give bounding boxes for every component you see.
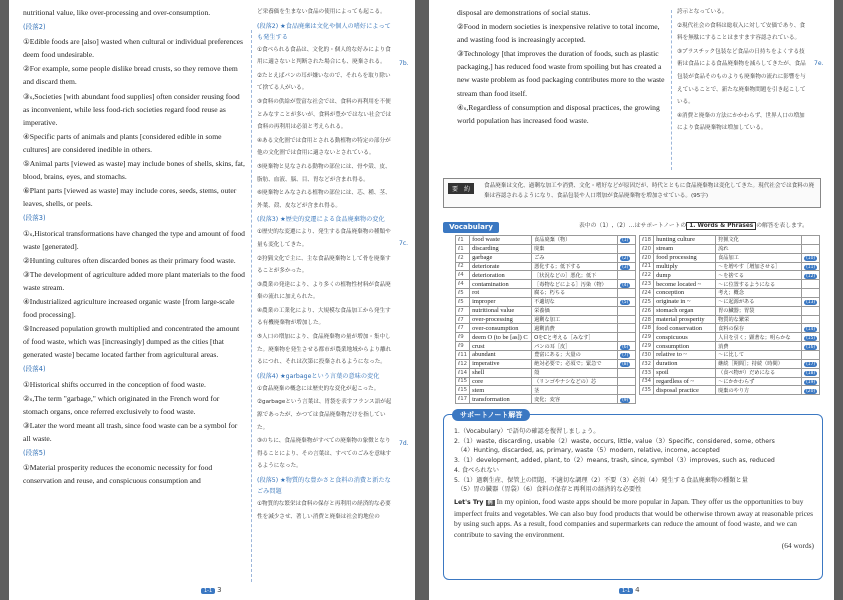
paragraph: ②Food in modern societies is inexpensive relative to total income, and wasting food is increasingly accepted. [457,22,660,45]
answer-ref-badge: (12) [806,273,816,279]
paragraph: ①ₛ,Historical transformations have changed the type and amount of food waste [generated]. [23,228,245,251]
vocabulary-mean: 腐る；朽ちる [532,289,618,298]
vocabulary-no: ℓ15 [456,386,470,395]
vocabulary-row [456,253,636,262]
vocabulary-no: ℓ21 [640,262,654,271]
vocabulary-word: imperative [470,359,532,368]
answer-ref-badge: (14) [806,326,816,332]
vocabulary-mean: ～にかかわらず [716,377,802,386]
vocabulary-row [640,262,820,271]
vocabulary-mean: 豊富にある；大量の [532,350,618,359]
paragraph: ⑤人口の増加により、食品廃棄物の量が増加・集中した。廃棄物を発生させる都市が農業地域からより離れるにつれ、それは次第に投棄されるようになった。 [257,334,392,366]
support-answer-line: 3.（1）development, added, plant, to（2）means, trash, since, symbol（3）improves, such as, reduced [454,457,775,465]
vocabulary-no: ℓ7 [456,306,470,315]
vocabulary-row [640,297,820,306]
vocabulary-word: abundant [470,350,532,359]
vocabulary-mean: 継続［期間］；持続（時間） [716,359,802,368]
vocabulary-row [456,386,636,395]
vocabulary-mean: 食料の保存 [716,324,802,333]
paragraph: ②garbageという言葉は、胃袋を表すフランス語が起源であったが、かつては食品廃棄物だけを指していた。 [257,399,392,431]
support-answer-line: 2.（1）waste, discarding, usable（2）waste, occurs, little, value（3）Specific, considered, some, others [454,437,775,445]
vocabulary-mean: 胃の臓器；胃袋 [716,306,802,315]
vocabulary-no: ℓ4 [456,280,470,289]
vocabulary-heading: Vocabulary [443,222,499,233]
vocabulary-no: ℓ20 [640,244,654,253]
answer-ref-badge: (15) [806,335,816,341]
vocabulary-no: ℓ14 [456,368,470,377]
page-badge: 1-1 [201,588,215,594]
support-answer-line: 5.（1）過剰生産、保管上の問題、不適切な調理（2）不要（3）必須（4）発生する食品廃棄物の種類と量 [454,476,748,484]
vocabulary-no: ℓ22 [640,271,654,280]
answer-ref-badge: (8) [622,362,629,368]
vocabulary-row [640,280,820,289]
vocabulary-word: become located ~ [654,280,716,289]
vocabulary-word: improper [470,297,532,306]
vocabulary-row [640,386,820,395]
vocabulary-mean: パンの耳［皮］ [532,342,618,351]
vocabulary-ref [802,315,820,324]
vocabulary-ref [618,236,636,245]
answer-ref-badge: (16) [806,344,816,350]
left-page [9,0,415,600]
vocabulary-ref [618,333,636,342]
vocabulary-ref [802,253,820,262]
vocabulary-word: stream [654,244,716,253]
vocabulary-mean: ごみ [532,253,618,262]
page-number: 1-1 4 [619,586,640,594]
answer-ref-badge: (1) [622,238,629,244]
paragraph: ④Industrialized agriculture increased organic waste [from large-scale food processing]. [23,296,235,320]
vocabulary-row [456,342,636,351]
vocabulary-word: dump [654,271,716,280]
vocabulary-no: ℓ28 [640,315,654,324]
vocabulary-row [456,271,636,280]
vocabulary-ref [618,244,636,253]
left-english-column [23,6,245,488]
vocabulary-no: ℓ29 [640,333,654,342]
vocabulary-no: ℓ35 [640,386,654,395]
vocabulary-ref [802,359,820,368]
vocabulary-table-left [455,235,636,404]
paragraph: ①物質的な繁栄は食料の保存と再利用の経済的な必要性を減少させ、著しい消費と廃棄は社会的地位の [257,501,391,520]
vocabulary-no: ℓ18 [640,236,654,245]
vocabulary-row [456,350,636,359]
paragraph: ③The development of agriculture added more plant materials to the food waste stream. [23,269,245,292]
vocabulary-row [456,315,636,324]
vocabulary-no: ℓ29 [640,342,654,351]
section-heading: (段落3) [23,214,46,223]
vocabulary-ref [802,333,820,342]
paragraph: ②たとえばパンの耳が嫌いなので、それらを取り除いて捨てる人がいる。 [257,72,391,92]
margin-note: 7c. [399,240,409,247]
vocabulary-word: originate in ~ [654,297,716,306]
right-japanese-column [677,6,809,136]
vocabulary-word: over-processing [470,315,532,324]
vocabulary-word: conspicuous [654,333,716,342]
vocabulary-row [640,368,820,377]
vocabulary-ref [802,306,820,315]
answer-ref-badge: (19) [806,379,816,385]
answer-ref-badge: (4) [622,282,629,288]
paragraph: ②For example, some people dislike bread crusts, so they remove them and discard them. [23,64,238,87]
vocabulary-mean: 物質的な繁栄 [716,315,802,324]
right-page [429,0,834,600]
paragraph: ⑤Animal parts [viewed as waste] may include bones of shells, skins, fat, blood, brains, eyes, and stomachs. [23,159,245,182]
vocabulary-ref [618,271,636,280]
vocabulary-no: ℓ33 [640,368,654,377]
section-heading: (段落4) [23,365,46,374]
vocabulary-row [456,395,636,404]
paragraph: ④ある文化圏では食用とされる動植物の特定の部分が他の文化圏では食用に適さないとされている。 [257,137,391,157]
support-note-body [454,427,814,550]
vocabulary-ref [618,253,636,262]
vocabulary-word: garbage [470,253,532,262]
vocabulary-no: ℓ32 [640,359,654,368]
vocabulary-word: consumption [654,342,716,351]
support-answer-line: 1.（Vocabulary）で語句の確認を復習しましょう。 [454,428,600,435]
vocabulary-mean: 廃棄のやり方 [716,386,802,395]
vocabulary-ref [618,324,636,333]
vocabulary-word: stomach organ [654,306,716,315]
margin-note: 7b. [399,60,409,67]
paragraph: 誇示となっている。 [677,9,728,15]
vocabulary-no: ℓ1 [456,236,470,245]
vocabulary-no: ℓ2 [456,262,470,271]
vocabulary-row [640,324,820,333]
vocabulary-row [640,359,820,368]
vocabulary-ref [802,236,820,245]
vocabulary-ref [618,395,636,404]
paragraph: ②Hunting cultures often discarded bones as their primary food waste. [23,255,236,265]
vocabulary-ref [802,342,820,351]
vocabulary-word: food conservation [654,324,716,333]
vocabulary-row [456,306,636,315]
vocabulary-word: deterioration [470,271,532,280]
answer-ref-badge: (20) [806,388,816,394]
vocabulary-ref [802,297,820,306]
vocabulary-row [640,306,820,315]
support-note-title: サポートノート解答 [452,409,530,421]
page-badge: 1-1 [619,588,633,594]
vocabulary-ref [618,386,636,395]
vocabulary-mean: 絶対必要で；必須で；緊急で [532,359,618,368]
paragraph: ③ₛ,Societies [with abundant food supplies] often consider reusing food as inconvenient, while less food-rich societies regard food reuse as imperative. [23,91,240,127]
vocabulary-mean: ～に位置するようになる [716,280,802,289]
paragraph: ③プラスチック包装など食品の日持ちをよくする技術は食品による食品廃棄物を減らしてきたが、食品包装が食品そのものよりも廃棄物の流れに影響を与えていることで、新たな廃棄物問題を引き起こしている。 [677,48,806,106]
paragraph: ③農業の発達により、より多くの植物性材料が食品廃棄の流れに加えられた。 [257,281,391,301]
vocabulary-no: ℓ26 [640,306,654,315]
vocabulary-note: 表中の（1）,（2）…はサポートノートの 1. Words & Phrases の解答を表します。 [579,223,808,229]
page-number: 1-1 3 [201,586,222,594]
vocabulary-no: ℓ5 [456,289,470,298]
paragraph: ④ₛ,Regardless of consumption and disposal practices, the growing world population has increased food waste. [457,102,660,125]
vocabulary-row [640,342,820,351]
paragraph: ⑥Plant parts [viewed as waste] may include cores, seeds, stems, outer leaves, shells, or peels. [23,186,237,209]
vocabulary-ref [802,386,820,395]
paragraph: ⑤廃棄物と見なされる動物の部位には、骨や殻、皮、脂肪、血液、脳、目、胃などが含まれ得る。 [257,163,391,183]
vocabulary-word: transformation [470,395,532,404]
column-divider [251,30,252,582]
support-answer-line: （4）Hunting, discarded, as, primary, waste（5）modern, relative, income, accepted [454,447,720,455]
vocabulary-row [456,236,636,245]
vocabulary-word: deteriorate [470,262,532,271]
vocabulary-mean: 食品加工 [716,253,802,262]
vocabulary-ref [802,289,820,298]
paragraph: ①Material prosperity reduces the economic necessity for food conservation and reuse, and conspicuous consumption and [23,463,213,486]
vocabulary-mean: 不適切な [532,297,618,306]
vocabulary-no: ℓ9 [456,333,470,342]
vocabulary-mean: 過剰消費 [532,324,618,333]
vocabulary-no: ℓ15 [456,377,470,386]
vocabulary-mean: ～に比して [716,350,802,359]
answer-ref-badge: (2) [622,256,629,262]
section-heading: (段落3) ★歴史的変遷による食品廃棄物の変化 [257,216,385,224]
paragraph: ①食品廃棄の概念には歴史的な変化が起こった。 [257,385,380,392]
vocabulary-row [456,368,636,377]
vocabulary-no: ℓ9 [456,342,470,351]
vocabulary-no: ℓ28 [640,324,654,333]
answer-ref-badge: (18) [806,371,816,377]
vocabulary-word: deem O (to be [as]) C [470,333,532,342]
vocabulary-word: duration [654,359,716,368]
vocabulary-row [456,262,636,271]
word-count: (64 words) [781,540,814,550]
paragraph: disposal are demonstrations of social status. [457,8,591,17]
answer-ref-badge: (17) [806,362,816,368]
answer-ref-badge: (13) [806,300,816,306]
vocabulary-ref [618,342,636,351]
paragraph: ②ₛ,The term "garbage," which originated in the French word for stomach organs, once referred exclusively to food waste. [23,393,220,416]
vocabulary-mean: ［状況などの］悪化；低下 [532,271,618,280]
paragraph: ④消費と廃棄の方法にかかわらず、世界人口の増加により食品廃棄物は増加している。 [677,112,805,132]
summary-text: 食品廃棄は文化、過剰な加工や消費、文化・嗜好などが原因だが、時代とともに食品廃棄物は変化してきた。現代社会では食料の廃棄は容認されるようになり、食品包装や人口増加が食品廃棄物を増加させている。(95字) [484,183,815,199]
paragraph: ①Historical shifts occurred in the conception of food waste. [23,379,206,389]
answer-ref-badge: (6) [622,344,629,350]
vocabulary-row [640,289,820,298]
vocabulary-row [640,271,820,280]
section-heading: (段落5) [23,449,46,457]
vocabulary-row [456,297,636,306]
vocabulary-mean: 過剰な加工 [532,315,618,324]
margin-note: 7d. [399,440,409,447]
vocabulary-table-right [639,235,820,395]
vocabulary-word: conception [654,289,716,298]
vocabulary-no: ℓ5 [456,297,470,306]
lets-try-answer [454,497,814,550]
vocabulary-row [640,244,820,253]
vocabulary-mean: ～を増やす［増加させる］ [716,262,802,271]
vocabulary-no: ℓ20 [640,253,654,262]
paragraph: ③Later the word meant all trash, since food waste can be a symbol for all waste. [23,420,238,443]
paragraph: ①Edible foods are [also] wasted when cultural or individual preferences deem food undesirable. [23,37,243,60]
vocabulary-word: core [470,377,532,386]
vocabulary-ref [802,244,820,253]
paragraph: ④農業の工業化により、大規模な食品加工から発生する有機廃棄物が増加した。 [257,307,391,327]
summary-box [443,178,821,208]
vocabulary-mean: （リンゴやナシなどの）芯 [532,377,618,386]
vocabulary-mean: 殻 [532,368,618,377]
vocabulary-word: relative to ~ [654,350,716,359]
vocabulary-row [640,350,820,359]
vocabulary-ref [802,368,820,377]
vocabulary-word: discarding [470,244,532,253]
paragraph: ①歴史的な変遷により、発生する食品廃棄物の種類や量も変化してきた。 [257,229,391,248]
vocabulary-row [456,244,636,253]
vocabulary-ref [618,368,636,377]
support-note-box [443,411,823,580]
answer-ref-badge: (10) [806,256,816,262]
paragraph: ④Specific parts of animals and plants [considered edible in some cultures] are considered inedible in others. [23,131,222,154]
vocabulary-word: multiply [654,262,716,271]
paragraph: ⑥廃棄物とみなされる植物の部位には、芯、種、茎、外葉、殻、皮などが含まれ得る。 [257,190,391,209]
vocabulary-ref [618,359,636,368]
vocabulary-word: regardless of ~ [654,377,716,386]
vocabulary-no: ℓ1 [456,244,470,253]
vocabulary-ref [802,324,820,333]
vocabulary-mean: 考え；概念 [716,289,802,298]
vocabulary-word: food processing [654,253,716,262]
vocabulary-mean: （食べ物が）だめになる [716,368,802,377]
vocabulary-mean: ［毒物などによる］汚染（物） [532,280,618,289]
vocabulary-no: ℓ4 [456,271,470,280]
paragraph: nutritional value, like over-processing and over-consumption. [23,8,211,17]
paragraph: ②現代社会の食料は総収入に対して安価であり、食料を無駄にすることはますます容認されている。 [677,22,806,42]
answer-ref-badge: (7) [622,353,629,359]
vocabulary-mean: 茎 [532,386,618,395]
paragraph: ③Technology [that improves the duration of foods, such as plastic packaging,] has reduced food waste from spoiling but has created a new waste problem as food packaging contributes more to the waste stream than food itself. [457,49,665,98]
paragraph: ③食料の供給が豊富な社会では、食料の再利用を不便とみなすことが多いが、食料が豊かではない社会では食料の再利用は必須と考えられる。 [257,98,392,131]
vocabulary-row [456,333,636,342]
vocabulary-mean: 栄養価 [532,306,618,315]
vocabulary-ref [618,315,636,324]
vocabulary-row [456,324,636,333]
vocabulary-ref [802,350,820,359]
left-japanese-column [257,6,395,524]
vocabulary-row [640,377,820,386]
vocabulary-mean: 悪化する；低下する [532,262,618,271]
support-answer-line: 4. 食べられない [454,466,499,474]
vocabulary-word: disposal practice [654,386,716,395]
vocabulary-no: ℓ2 [456,253,470,262]
vocabulary-ref [618,306,636,315]
vocabulary-mean: 消費 [716,342,802,351]
section-heading: (段落2) [23,23,46,32]
vocabulary-ref [618,377,636,386]
vocabulary-no: ℓ30 [640,350,654,359]
answer-ref-badge: (3) [622,264,629,270]
vocabulary-ref [618,280,636,289]
paragraph: ②狩猟文化で主に、主な食品廃棄物として骨を廃棄することが多かった。 [257,255,391,275]
vocabulary-row [640,333,820,342]
vocabulary-ref [618,289,636,298]
vocabulary-mean: OをCと考える［みなす］ [532,333,618,342]
section-heading: (段落5) ★物質的な豊かさと食料の消費と新たなごみ問題 [257,477,391,495]
paragraph: ⑤Increased population growth multiplied and concentrated the amount of food waste, which was [increasingly] dumped as the cities [that generated waste] became located farther from agricultural areas. [23,324,240,360]
vocabulary-ref [802,262,820,271]
vocabulary-mean: 人目を引く；顕著な；明らかな [716,333,802,342]
vocabulary-word: contamination [470,280,532,289]
vocabulary-ref [618,350,636,359]
lets-try-label: Let's Try 例 [454,498,493,506]
vocabulary-no: ℓ7 [456,315,470,324]
vocabulary-ref [802,377,820,386]
lets-try-text: In my opinion, food waste apps should be more popular in Japan. They offer us the opportunities to buy imperfect fruits and vegetables. We can also buy food products that would be otherwise thrown away at reasonable prices by using such apps. As a result, food companies and supermarkets can reduce the amount of food waste, and we can contribute to saving the environment. [454,496,814,540]
vocabulary-row [640,253,820,262]
paragraph: ど栄養価を生まない食品の使用によっても起こる。 [257,9,386,15]
vocabulary-no: ℓ7 [456,324,470,333]
paragraph: ①食べられる食品は、文化的・個人的な好みにより食用に適さないと判断された場合にも、廃棄される。 [257,46,391,66]
vocabulary-word: shell [470,368,532,377]
summary-label: 要 約 [448,183,474,194]
section-heading: (段落4) ★garbageという言葉の意味の変化 [257,372,380,380]
vocabulary-no: ℓ24 [640,289,654,298]
vocabulary-ref [618,297,636,306]
vocabulary-word: over-consumption [470,324,532,333]
vocabulary-row [640,236,820,245]
margin-note: 7e. [814,60,824,67]
vocabulary-row [456,359,636,368]
vocabulary-mean: ～に起源がある [716,297,802,306]
vocabulary-word: nutritional value [470,306,532,315]
vocabulary-word: food waste [470,236,532,245]
vocabulary-ref [802,271,820,280]
vocabulary-word: stem [470,386,532,395]
vocabulary-word: rot [470,289,532,298]
section-heading: (段落2) ★食品廃棄は文化や個人の嗜好によっても発生する [257,22,391,41]
answer-ref-badge: (9) [622,397,629,403]
vocabulary-no: ℓ23 [640,280,654,289]
vocabulary-ref [618,262,636,271]
vocabulary-row [456,377,636,386]
vocabulary-no: ℓ25 [640,297,654,306]
answer-ref-badge: (11) [806,264,816,270]
vocabulary-ref [802,280,820,289]
paragraph: ③のちに、食品廃棄物がすべての廃棄物の象徴となり得ることにより、その言葉は、すべてのごみを意味するようになった。 [257,438,392,470]
vocabulary-mean: 流れ [716,244,802,253]
vocabulary-mean: 廃棄 [532,244,618,253]
vocabulary-word: hunting culture [654,236,716,245]
vocabulary-mean: ～を捨てる [716,271,802,280]
vocabulary-word: spoil [654,368,716,377]
vocabulary-word: crust [470,342,532,351]
vocabulary-row [456,280,636,289]
vocabulary-mean: 狩猟文化 [716,236,802,245]
right-english-column [457,6,665,128]
column-divider [671,10,672,170]
vocabulary-no: ℓ17 [456,395,470,404]
vocabulary-mean: 食品廃棄（物） [532,236,618,245]
vocabulary-no: ℓ11 [456,350,470,359]
vocabulary-no: ℓ12 [456,359,470,368]
answer-ref-badge: (5) [622,300,629,306]
vocabulary-word: material prosperity [654,315,716,324]
vocabulary-mean: 変化；変容 [532,395,618,404]
vocabulary-row [640,315,820,324]
vocabulary-row [456,289,636,298]
support-answer-line: （5）胃の臓器（胃袋）（6）食料の保存と再利用の経済的な必要性 [454,486,642,494]
vocabulary-no: ℓ34 [640,377,654,386]
